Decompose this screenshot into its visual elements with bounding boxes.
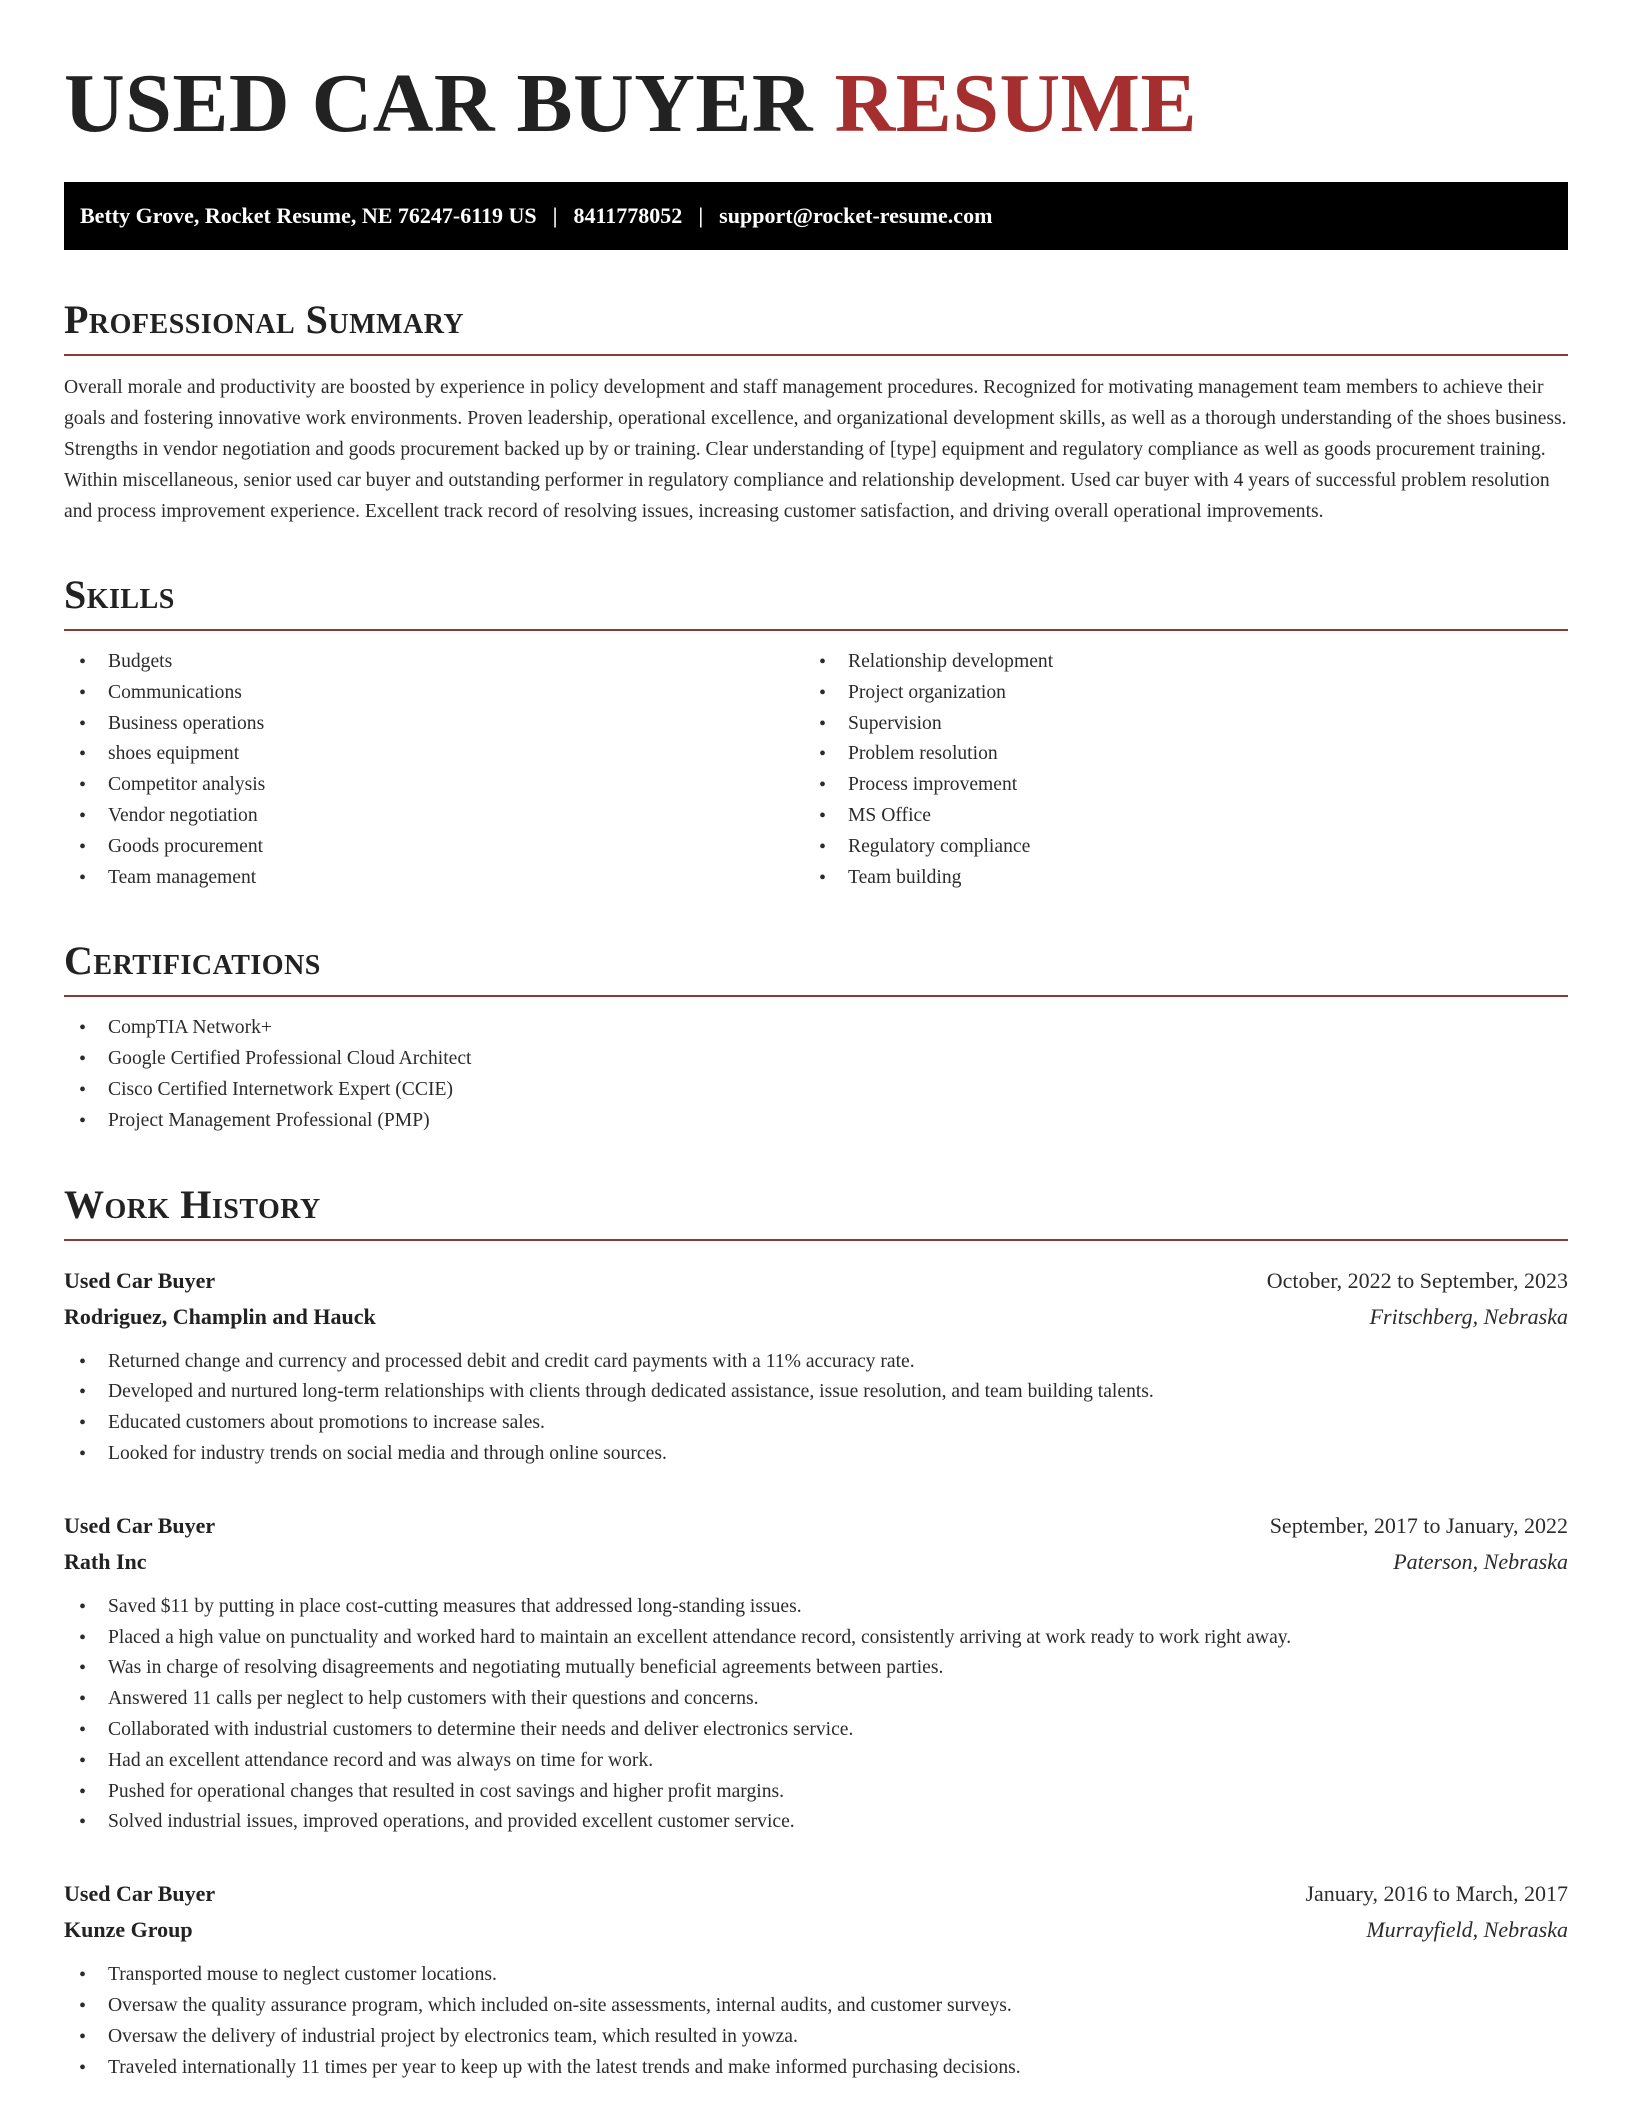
skills-list-left <box>64 647 804 893</box>
job-duty: • Had an excellent attendance record and was always on time for work. <box>64 1746 1568 1777</box>
certification-item: • Project Management Professional (PMP) <box>64 1106 1568 1137</box>
skills-heading: Skills <box>64 572 175 617</box>
skill-item: • Project organization <box>804 678 1544 709</box>
contact-separator: | <box>698 203 704 228</box>
job-duties-list <box>64 1347 1568 1470</box>
contact-bar <box>64 182 1568 250</box>
skills-columns <box>64 631 1568 893</box>
job-entry <box>64 1263 1568 1470</box>
job-title: Used Car Buyer <box>64 1881 216 1907</box>
skill-item: • Vendor negotiation <box>64 801 804 832</box>
certifications-list <box>64 1013 1568 1136</box>
job-header-row <box>64 1508 1568 1544</box>
title-main: USED CAR BUYER <box>64 57 814 150</box>
job-duty: • Oversaw the quality assurance program, which included on-site assessments, internal audits, and customer surveys. <box>64 1991 1568 2022</box>
skill-item: • Process improvement <box>804 770 1544 801</box>
section-divider <box>64 1239 1568 1241</box>
job-entry <box>64 1876 1568 2083</box>
job-title: Used Car Buyer <box>64 1267 216 1293</box>
job-company: Rath Inc <box>64 1548 147 1574</box>
certifications-heading: Certifications <box>64 938 321 984</box>
job-duty: • Transported mouse to neglect customer locations. <box>64 1960 1568 1991</box>
job-duties-list <box>64 1960 1568 2083</box>
job-title: Used Car Buyer <box>64 1512 216 1538</box>
work-history-heading: Work History <box>64 1181 321 1227</box>
certifications-section <box>64 938 1568 1136</box>
job-entry <box>64 1508 1568 1838</box>
certification-item: • Google Certified Professional Cloud Architect <box>64 1044 1568 1075</box>
job-dates: October, 2022 to September, 2023 <box>1266 1267 1568 1293</box>
contact-phone: 8411778052 <box>573 203 683 228</box>
job-duty: • Developed and nurtured long-term relationships with clients through dedicated assistance, issue resolution, and team building talents. <box>64 1377 1568 1408</box>
job-duty: • Answered 11 calls per neglect to help customers with their questions and concerns. <box>64 1684 1568 1715</box>
job-location: Murrayfield, Nebraska <box>1366 1917 1568 1943</box>
job-company-row <box>64 1912 1568 1948</box>
skill-item: • Relationship development <box>804 647 1544 678</box>
job-duty: • Was in charge of resolving disagreements and negotiating mutually beneficial agreements between parties. <box>64 1653 1568 1684</box>
skill-item: • Goods procurement <box>64 832 804 863</box>
job-company-row <box>64 1544 1568 1580</box>
skill-item: • MS Office <box>804 801 1544 832</box>
job-duty: • Looked for industry trends on social media and through online sources. <box>64 1439 1568 1470</box>
skill-item: • Supervision <box>804 709 1544 740</box>
skill-item: • Communications <box>64 678 804 709</box>
section-divider <box>64 354 1568 356</box>
certification-item: • Cisco Certified Internetwork Expert (CCIE) <box>64 1075 1568 1106</box>
certification-item: • CompTIA Network+ <box>64 1013 1568 1044</box>
skill-item: • Team building <box>804 863 1544 894</box>
job-duties-list <box>64 1592 1568 1838</box>
job-company: Kunze Group <box>64 1917 193 1943</box>
job-duty: • Solved industrial issues, improved operations, and provided excellent customer service. <box>64 1807 1568 1838</box>
job-header-row <box>64 1263 1568 1299</box>
skill-item: • Team management <box>64 863 804 894</box>
skill-item: • Problem resolution <box>804 739 1544 770</box>
skills-list-right <box>804 647 1544 893</box>
job-duty: • Returned change and currency and processed debit and credit card payments with a 11% accuracy rate. <box>64 1347 1568 1378</box>
contact-address: Betty Grove, Rocket Resume, NE 76247-6119 US <box>80 203 537 228</box>
job-company: Rodriguez, Champlin and Hauck <box>64 1303 376 1329</box>
job-duty: • Saved $11 by putting in place cost-cutting measures that addressed long-standing issues. <box>64 1592 1568 1623</box>
title-accent: RESUME <box>834 57 1197 150</box>
work-history-section <box>64 1181 1568 2084</box>
job-duty: • Oversaw the delivery of industrial project by electronics team, which resulted in yowza. <box>64 2022 1568 2053</box>
summary-section <box>64 297 1568 527</box>
contact-email: support@rocket-resume.com <box>719 203 993 228</box>
resume-title <box>64 57 1568 150</box>
job-duty: • Pushed for operational changes that resulted in cost savings and higher profit margins. <box>64 1777 1568 1808</box>
section-divider <box>64 995 1568 997</box>
skill-item: • Regulatory compliance <box>804 832 1544 863</box>
job-header-row <box>64 1876 1568 1912</box>
skills-section <box>64 572 1568 893</box>
summary-heading: Professional Summary <box>64 297 465 342</box>
job-location: Fritschberg, Nebraska <box>1369 1303 1568 1329</box>
skill-item: • shoes equipment <box>64 739 804 770</box>
job-duty: • Placed a high value on punctuality and worked hard to maintain an excellent attendance record, consistently arriving at work ready to work right away. <box>64 1623 1568 1654</box>
skill-item: • Competitor analysis <box>64 770 804 801</box>
summary-text: Overall morale and productivity are boosted by experience in policy development and staff management procedures. Recognized for motivating management team members to achieve their goals and fostering innovative work environments. Proven leadership, operational excellence, and organizational development skills, as well as a thorough understanding of the shoes business. Strengths in vendor negotiation and goods procurement backed up by or training. Clear understanding of [type] equipment and regulatory compliance as well as goods procurement training. Within miscellaneous, senior used car buyer and outstanding performer in regulatory compliance and relationship development. Used car buyer with 4 years of successful problem resolution and process improvement experience. Excellent track record of resolving issues, increasing customer satisfaction, and driving overall operational improvements. <box>64 377 1567 522</box>
contact-separator: | <box>552 203 558 228</box>
skill-item: • Business operations <box>64 709 804 740</box>
job-duty: • Educated customers about promotions to increase sales. <box>64 1408 1568 1439</box>
job-duty: • Traveled internationally 11 times per year to keep up with the latest trends and make informed purchasing decisions. <box>64 2053 1568 2084</box>
job-dates: September, 2017 to January, 2022 <box>1269 1512 1568 1538</box>
job-dates: January, 2016 to March, 2017 <box>1305 1881 1568 1907</box>
job-company-row <box>64 1299 1568 1335</box>
job-duty: • Collaborated with industrial customers to determine their needs and deliver electronics service. <box>64 1715 1568 1746</box>
job-location: Paterson, Nebraska <box>1393 1548 1568 1574</box>
skill-item: • Budgets <box>64 647 804 678</box>
